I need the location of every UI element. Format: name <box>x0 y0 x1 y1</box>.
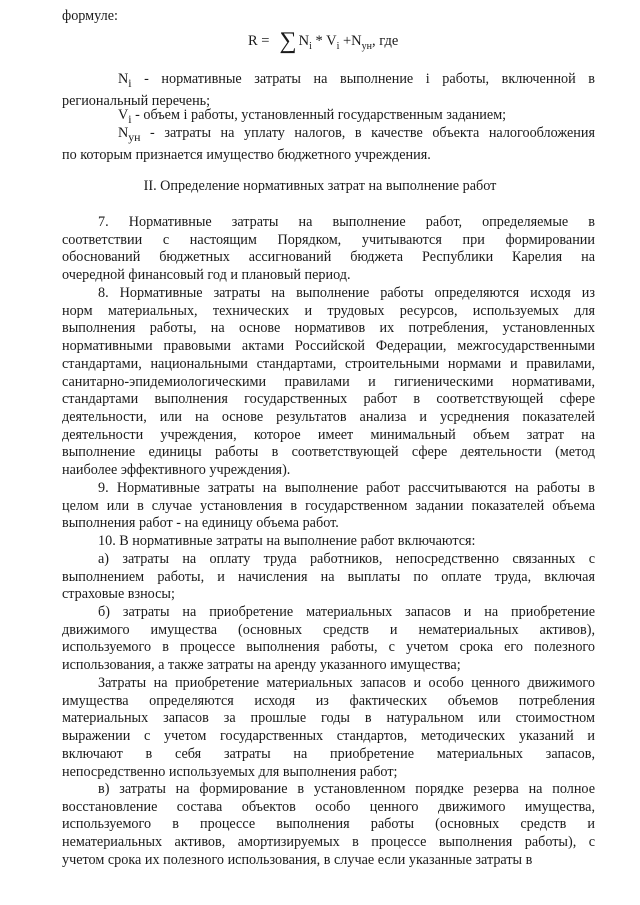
intro-text: формуле: <box>62 8 118 24</box>
text-line: непосредственно используемых для выполнения работ; <box>62 763 398 780</box>
formula: R = ∑ $N_i * V_i +N_{ун}$, где <box>248 28 399 54</box>
text-line: выполнением работы, и начисления на выплаты по оплате труда, включая <box>62 568 595 585</box>
text-line: нематериальных активов, амортизируемых в процессе выполнения работы), с <box>62 834 595 851</box>
definition-ni: $N_i$ - нормативные затраты на выполнение i работы, включенной в региональный перечень; <box>62 71 595 109</box>
section-heading: II. Определение нормативных затрат на выполнение работ <box>143 178 497 194</box>
text-line: наиболее эффективного учреждения). <box>62 462 291 479</box>
paragraph-10b <box>62 604 595 675</box>
text-line: имущества определяются исходя из фактических объемов потребления <box>62 692 595 709</box>
text-line: стандартами, национальными стандартами, строительными нормами и правилами, <box>62 355 595 372</box>
text-line: движимого имущества (основных средств и нематериальных активов), <box>62 621 595 638</box>
text-line: стандартами выполнения государственных работ в соответствующей сфере <box>62 391 595 408</box>
text-line: норм материальных, технических и трудовых ресурсов, используемых для <box>62 302 595 319</box>
formula-lhs: R = <box>248 33 270 49</box>
text-line: 8. Нормативные затраты на выполнение работы определяются исходя из <box>98 285 595 301</box>
text-line: используемого в процессе выполнения работы, с учетом срока его полезного <box>62 639 595 656</box>
text-line: а) затраты на оплату труда работников, непосредственно связанных с <box>98 551 595 567</box>
text-line: 9. Нормативные затраты на выполнение работ рассчитываются на работы в <box>98 480 595 496</box>
text-line: соответствии с настоящим Порядком, учитываются при формировании <box>62 231 595 248</box>
text-line: 10. В нормативные затраты на выполнение работ включаются: <box>98 533 476 549</box>
paragraph-10v <box>62 781 595 870</box>
text-line: использования, а также затраты на аренду указанного имущества; <box>62 657 461 674</box>
text-line: деятельности учреждения, которое имеет минимальный объем затрат на <box>62 426 595 443</box>
text-line: выполнение единицы работы в соответствующей сфере деятельности (метод <box>62 444 595 461</box>
text-line: материальных запасов за прошлые годы в натуральном или стоимостном <box>62 710 595 727</box>
text-line: страховые взносы; <box>62 586 175 603</box>
paragraph-8 <box>62 285 595 480</box>
paragraph-7 <box>62 214 595 285</box>
text-line: целом или в случае установления в государственном задании показателей объема <box>62 497 595 514</box>
text-line: б) затраты на приобретение материальных запасов и на приобретение <box>98 604 595 620</box>
text-line: Затраты на приобретение материальных запасов и особо ценного движимого <box>98 675 595 691</box>
paragraph-materials <box>62 675 595 781</box>
definition-vi: $V_i$ - объем i работы, установленный государственным заданием; <box>118 107 507 126</box>
text-line: используемого в процессе выполнения работы (основных средств и <box>62 816 595 833</box>
text-line: нормативными правовыми актами Российской Федерации, межгосударственными <box>62 338 595 355</box>
text-line: обоснований бюджетных ассигнований бюджета Республики Карелия на <box>62 249 595 266</box>
definition-nun: $N_{ун}$ - затраты на уплату налогов, в качестве объекта налогообложения по которым признается имущество бюджетного учреждения. <box>62 125 595 163</box>
paragraph-9 <box>62 480 595 533</box>
text-line: выражении с учетом государственных стандартов, методических указаний и <box>62 728 595 745</box>
text-line: восстановление состава объектов особо ценного движимого имущества, <box>62 798 595 815</box>
text-line: выполнения работ - на единицу объема работ. <box>62 515 339 532</box>
text-line: очередной финансовый год и плановый период. <box>62 267 351 284</box>
text-line: включают в себя затраты на приобретение материальных запасов, <box>62 745 595 762</box>
text-line: выполнения работы, на основе нормативов их потребления, установленных <box>62 320 595 337</box>
paragraph-10a <box>62 551 595 604</box>
sum-sign: ∑ <box>279 28 297 54</box>
text-line: деятельности, или на основе результатов анализа и усреднения показателей <box>62 408 595 425</box>
text-line: учетом срока их полезного использования, в случае если указанные затраты в <box>62 851 533 868</box>
text-line: 7. Нормативные затраты на выполнение работ, определяемые в <box>98 214 595 230</box>
paragraph-10 <box>62 533 595 551</box>
text-line: санитарно-эпидемиологическими правилами и гигиеническими нормативами, <box>62 373 595 390</box>
text-line: в) затраты на формирование в установленном порядке резерва на полное <box>98 781 595 797</box>
formula-term: N <box>298 33 310 49</box>
